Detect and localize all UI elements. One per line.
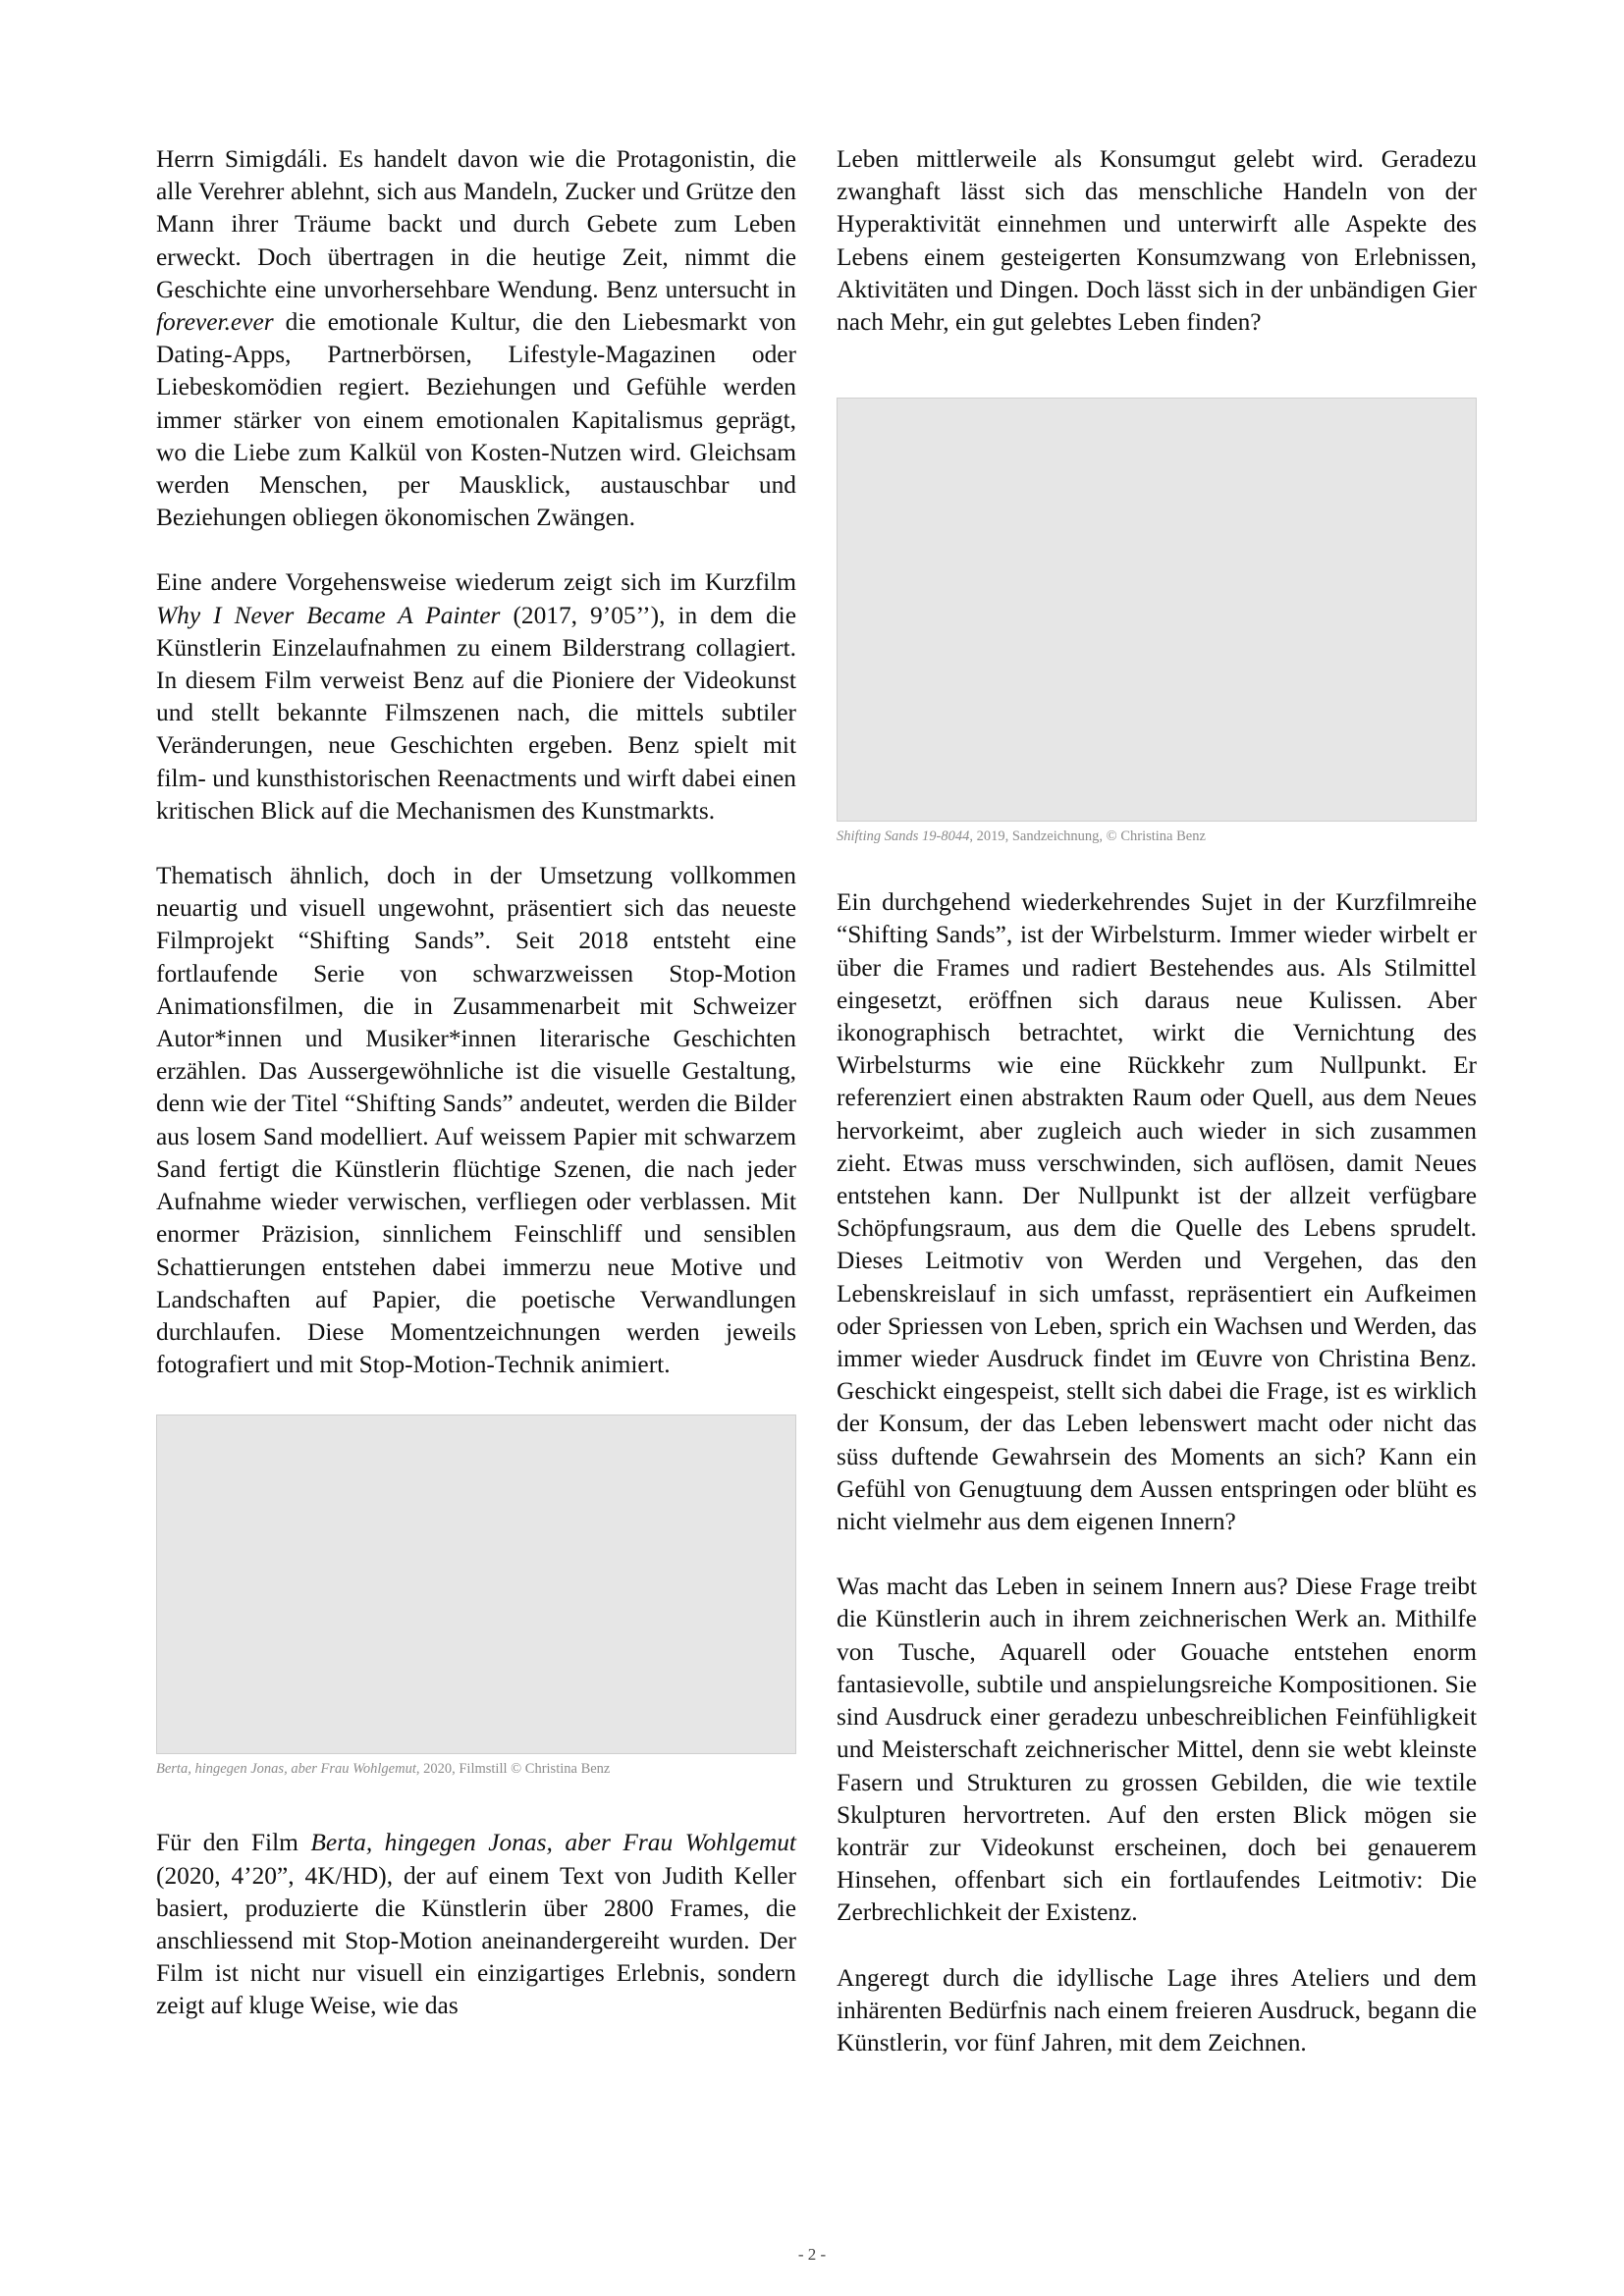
paragraph: Eine andere Vorgehensweise wiederum zeigt sich im Kurzfilm Why I Never Became A Painter (2017, 9’05’’), in dem die Künstlerin Einzelaufnahmen zu einem Bilderstrang collagiert. In diesem Film verweist Benz auf die Pioniere der Videokunst und stellt bekannte Filmszenen nach, die mittels subtiler Veränderungen, neue Geschichten ergeben. Benz spielt mit film- und kunsthistorischen Reenactments und wirft dabei einen kritischen Blick auf die Mechanismen des Kunstmarkts.: [156, 568, 796, 825]
paragraph: Für den Film Berta, hingegen Jonas, aber Frau Wohlgemut (2020, 4’20”, 4K/HD), der auf einem Text von Judith Keller basiert, produzierte die Künstlerin über 2800 Frames, die anschliessend mit Stop-Motion aneinandergereiht wurden. Der Film ist nicht nur visuell ein einzigartiges Erlebnis, sondern zeigt auf kluge Weise, wie das: [156, 1829, 796, 2020]
paragraph: Angeregt durch die idyllische Lage ihres Ateliers und dem inhärenten Bedürfnis nach einem freieren Ausdruck, begann die Künstlerin, vor fünf Jahren, mit dem Zeichnen.: [837, 1963, 1477, 2056]
right-column: [837, 143, 1477, 2059]
paragraph: Was macht das Leben in seinem Innern aus? Diese Frage treibt die Künstlerin auch in ihrem zeichnerischen Werk an. Mithilfe von Tusche, Aquarell oder Gouache entstehen enorm fantasievolle, subtile und anspielungsreiche Kompositionen. Sie sind Ausdruck einer geradezu unbeschreiblichen Feinfühligkeit und Meisterschaft zeichnerischer Mittel, denn sie webt kleinste Fasern und Strukturen zu grossen Gebilden, die wie textile Skulpturen hervortreten. Auf den ersten Blick mögen sie konträr zur Videokunst erscheinen, doch bei genauerem Hinsehen, offenbart sich ein fortlaufendes Leitmotiv: Die Zerbrechlichkeit der Existenz.: [837, 1573, 1477, 1927]
figure-caption: Berta, hingegen Jonas, aber Frau Wohlgemut, 2020, Filmstill © Christina Benz: [156, 1761, 611, 1778]
filmstill-figure: [156, 1415, 796, 1778]
sand-drawing-figure: [837, 398, 1477, 845]
sand-drawing-image: [837, 398, 1477, 822]
page-number: - 2 -: [797, 2245, 827, 2264]
left-column: [156, 143, 796, 2023]
paragraph: Herrn Simigdáli. Es handelt davon wie die Protagonistin, die alle Verehrer ablehnt, sich aus Mandeln, Zucker und Grütze den Mann ihrer Träume backt und durch Gebete zum Leben erweckt. Doch übertragen in die heutige Zeit, nimmt die Geschichte eine unvorhersehbare Wendung. Benz untersucht in forever.ever die emotionale Kultur, die den Liebesmarkt von Dating-Apps, Partnerbörsen, Lifestyle-Magazinen oder Liebeskomödien regiert. Beziehungen und Gefühle werden immer stärker von einem emotionalen Kapitalismus geprägt, wo die Liebe zum Kalkül von Kosten-Nutzen wird. Gleichsam werden Menschen, per Mausklick, austauschbar und Beziehungen obliegen ökonomischen Zwängen.: [156, 145, 796, 532]
paragraph: Thematisch ähnlich, doch in der Umsetzung vollkommen neuartig und visuell ungewohnt, präsentiert sich das neueste Filmprojekt “Shifting Sands”. Seit 2018 entsteht eine fortlaufende Serie von schwarzweissen Stop-Motion Animationsfilmen, die in Zusammenarbeit mit Schweizer Autor*innen und Musiker*innen literarische Geschichten erzählen. Das Aussergewöhnliche ist die visuelle Gestaltung, denn wie der Titel “Shifting Sands” andeutet, werden die Bilder aus losem Sand modelliert. Auf weissem Papier mit schwarzem Sand fertigt die Künstlerin flüchtige Szenen, die nach jeder Aufnahme wieder verwischen, verfliegen oder verblassen. Mit enormer Präzision, sinnlichem Feinschliff und sensiblen Schattierungen entstehen dabei immerzu neue Motive und Landschaften auf Papier, die poetische Verwandlungen durchlaufen. Diese Momentzeichnungen werden jeweils fotografiert und mit Stop-Motion-Technik animiert.: [156, 862, 796, 1379]
paragraph: Leben mittlerweile als Konsumgut gelebt wird. Geradezu zwanghaft lässt sich das menschliche Handeln von der Hyperaktivität einnehmen und unterwirft alle Aspekte des Lebens einem gesteigerten Konsumzwang von Erlebnissen, Aktivitäten und Dingen. Doch lässt sich in der unbändigen Gier nach Mehr, ein gut gelebtes Leben finden?: [837, 145, 1477, 337]
filmstill-image: [156, 1415, 796, 1754]
paragraph: Ein durchgehend wiederkehrendes Sujet in der Kurzfilmreihe “Shifting Sands”, ist der Wirbelsturm. Immer wieder wirbelt er über die Frames und radiert Bestehendes aus. Als Stilmittel eingesetzt, eröffnen sich daraus neue Kulissen. Aber ikonographisch betrachtet, wirkt die Vernichtung des Wirbelsturms wie eine Rückkehr zum Nullpunkt. Er referenziert einen abstrakten Raum oder Quell, aus dem Neues hervorkeimt, aber zugleich auch wieder in sich zusammen zieht. Etwas muss verschwinden, sich auflösen, damit Neues entstehen kann. Der Nullpunkt ist der allzeit verfügbare Schöpfungsraum, aus dem die Quelle des Lebens sprudelt. Dieses Leitmotiv von Werden und Vergehen, das den Lebenskreislauf in sich umfasst, repräsentiert ein Aufkeimen oder Spriessen von Leben, sprich ein Wachsen und Werden, das immer wieder Ausdruck findet im Œuvre von Christina Benz. Geschickt eingespeist, stellt sich dabei die Frage, ist es wirklich der Konsum, der das Leben lebenswert macht oder nicht das süss duftende Gewahrsein des Moments an sich? Kann ein Gefühl von Genugtuung dem Aussen entspringen oder blüht es nicht vielmehr aus dem eigenen Innern?: [837, 888, 1477, 1536]
figure-caption: Shifting Sands 19-8044, 2019, Sandzeichnung, © Christina Benz: [837, 828, 1206, 845]
